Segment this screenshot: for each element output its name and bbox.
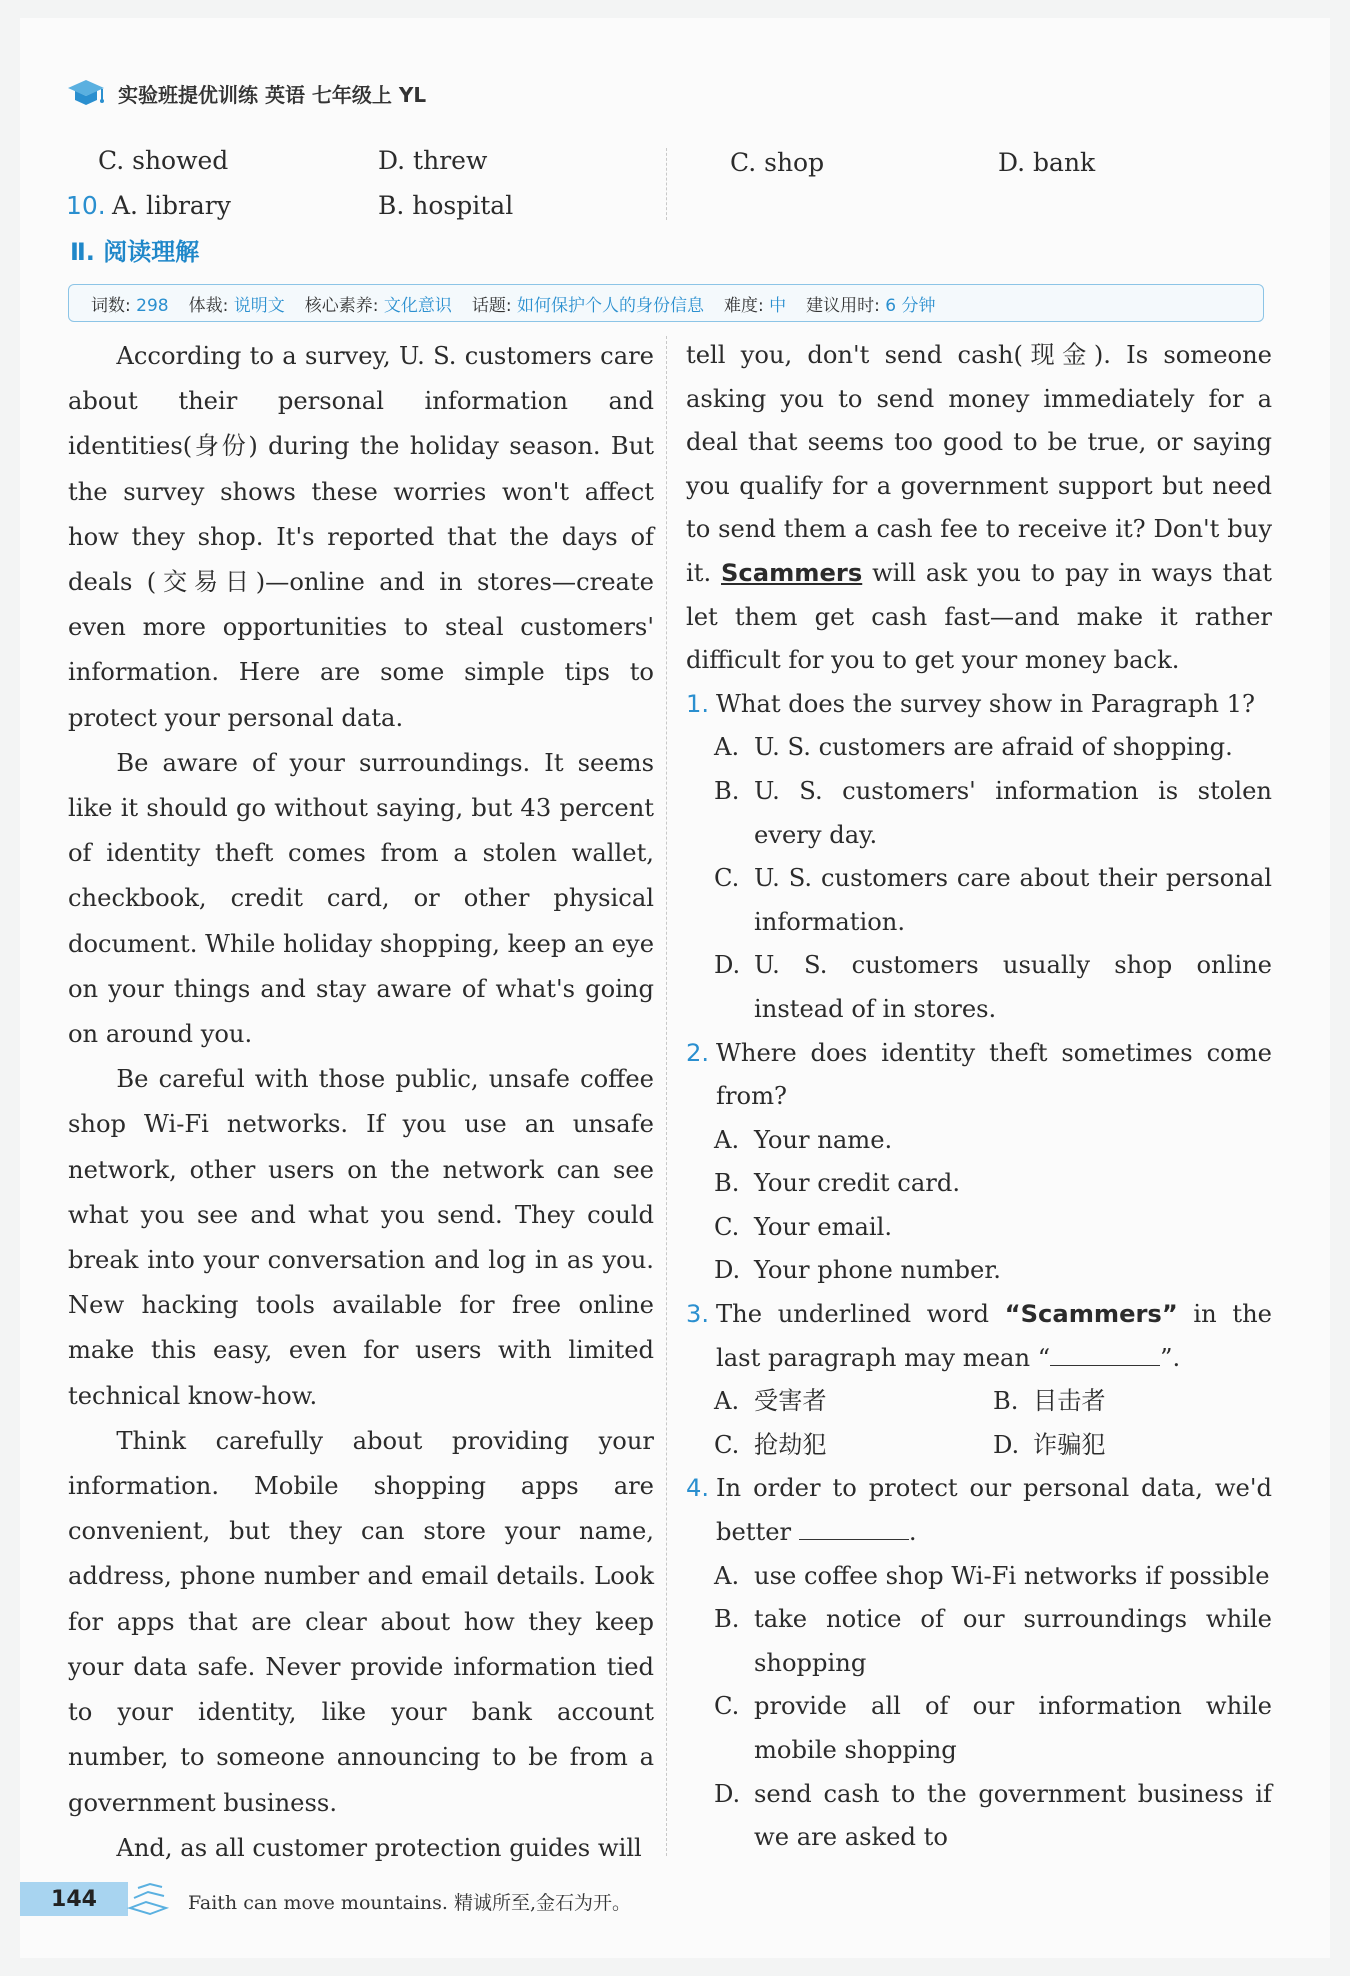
genre-info: 体裁: 说明文 — [188, 295, 285, 316]
answer-blank[interactable] — [1050, 1340, 1160, 1365]
q3-option-d: D. 诈骗犯 — [993, 1430, 1106, 1459]
passage-paragraph-4: Think carefully about providing your information. Mobile shopping apps are convenient, but they can store your name, address, phone number and email details. Look for apps that are clear about how they keep your data safe. Never provide information tied to your identity, like your bank account number, to someone announcing to be from a government business. — [68, 1426, 654, 1817]
q1-option-c: C. U. S. customers care about their personal information. — [714, 864, 1272, 936]
difficulty-info: 难度: 中 — [724, 295, 787, 316]
passage-info-bar — [68, 284, 1264, 322]
q2-option-c: C. Your email. — [714, 1212, 893, 1241]
passage-paragraph-1: According to a survey, U. S. customers care about their personal information and identities(身份) during the holiday season. But the survey shows these worries won't affect how they shop. It's reported that the days of deals (交易日)—online and in stores—create even more opportunities to steal customers' information. Here are some simple tips to protect your personal data. — [68, 342, 654, 732]
prev-option-b: B. hospital — [378, 191, 514, 220]
graduation-cap-icon — [66, 78, 106, 108]
q3-options-row-2 — [686, 1424, 1272, 1468]
topic-info: 话题: 如何保护个人的身份信息 — [471, 295, 705, 316]
q4-option-b: B. take notice of our surroundings while shopping — [714, 1605, 1272, 1677]
book-title: 实验班提优训练 英语 七年级上 YL — [118, 82, 427, 107]
question-3: 3. The underlined word “Scammers” in the last paragraph may mean “ ”. — [686, 1300, 1272, 1372]
q1-option-a: A. U. S. customers are afraid of shopping. — [714, 733, 1233, 762]
q2-option-a: A. Your name. — [714, 1125, 893, 1154]
passage-right-column — [686, 334, 1272, 1860]
q4-option-a: A. use coffee shop Wi-Fi networks if possible — [714, 1561, 1270, 1590]
word-count-info: 词数: 298 — [91, 295, 169, 316]
column-divider — [666, 336, 667, 1856]
q2-option-d: D. Your phone number. — [714, 1256, 1001, 1285]
q3-options-row-1 — [686, 1380, 1272, 1424]
q3-option-c: C. 抢劫犯 — [714, 1430, 827, 1459]
section-title: Ⅱ. 阅读理解 — [70, 238, 200, 266]
prev-option-a: A. library — [112, 191, 231, 220]
passage-paragraph-5-start: And, as all customer protection guides will — [116, 1833, 642, 1862]
answer-blank[interactable] — [799, 1515, 909, 1540]
page-header — [66, 78, 426, 108]
question-4: 4. In order to protect our personal data, we'd better . — [686, 1474, 1272, 1547]
column-divider-top — [666, 148, 667, 220]
passage-paragraph-2: Be aware of your surroundings. It seems like it should go without saying, but 43 percent of identity theft comes from a stolen wallet, checkbook, credit card, or other physical document. While holiday shopping, keep an eye on your things and stay aware of what's going on around you. — [68, 748, 655, 1049]
underlined-word: Scammers — [721, 558, 863, 587]
footer-motto: Faith can move mountains. 精诚所至,金石为开。 — [188, 1892, 632, 1914]
prev-option-d2: D. bank — [998, 148, 1096, 177]
question-number-10: 10. — [66, 191, 106, 220]
question-1: 1. What does the survey show in Paragraph 1? — [686, 689, 1256, 718]
literacy-info: 核心素养: 文化意识 — [304, 295, 452, 316]
passage-left-column — [68, 334, 654, 1871]
q3-option-b: B. 目击者 — [993, 1387, 1106, 1416]
prev-option-c: C. showed — [98, 146, 229, 175]
q3-option-a: A. 受害者 — [714, 1387, 827, 1416]
q1-option-b: B. U. S. customers' information is stolen every day. — [714, 776, 1272, 849]
q2-option-b: B. Your credit card. — [714, 1169, 961, 1198]
prev-option-d: D. threw — [378, 146, 488, 175]
time-info: 建议用时: 6 分钟 — [806, 295, 936, 316]
question-2: 2. Where does identity theft sometimes come from? — [686, 1038, 1272, 1111]
passage-paragraph-3: Be careful with those public, unsafe coffee shop Wi-Fi networks. If you use an unsafe network, other users on the network can see what you see and what you send. They could break into your conversation and log in as you. New hacking tools available for free online make this easy, even for users with limited technical know-how. — [68, 1065, 654, 1410]
page-number: 144 — [20, 1882, 128, 1916]
book-icon — [126, 1878, 170, 1918]
passage-paragraph-5-continued: tell you, don't send cash(现金). Is someone asking you to send money immediately for a deal that seems too good to be true, or saying you qualify for a government support but need to send them a cash fee to receive it? Don't buy it. Scammers will ask you to pay in ways that let them get cash fast—and make it rather difficult for you to get your money back. — [686, 341, 1272, 675]
q4-option-c: C. provide all of our information while mobile shopping — [714, 1692, 1272, 1764]
q1-option-d: D. U. S. customers usually shop online instead of in stores. — [714, 951, 1272, 1023]
prev-option-c2: C. shop — [730, 148, 825, 177]
q4-option-d: D. send cash to the government business if we are asked to — [714, 1779, 1272, 1852]
